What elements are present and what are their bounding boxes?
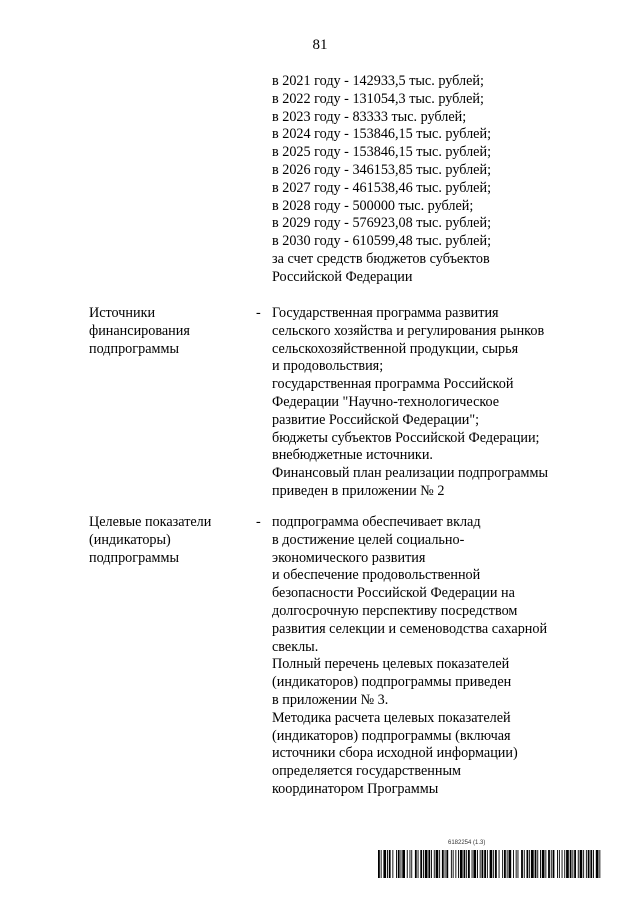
text-line: в 2027 году - 461538,46 тыс. рублей; <box>272 179 492 196</box>
text-line: в 2025 году - 153846,15 тыс. рублей; <box>272 144 492 161</box>
text-line: бюджеты субъектов Российской Федерации; <box>272 429 540 446</box>
text-line: в 2021 году - 142933,5 тыс. рублей; <box>272 73 484 89</box>
targets-text <box>272 514 547 799</box>
text-line: экономического развития <box>272 549 426 566</box>
text-line: свеклы. <box>272 638 319 655</box>
text-line: Целевые показатели <box>89 514 212 530</box>
text-line: (индикаторов) подпрограммы (включая <box>272 727 511 744</box>
text-line: определяется государственным <box>272 763 461 780</box>
text-line: (индикаторов) подпрограммы приведен <box>272 674 512 691</box>
sources-label <box>89 305 190 358</box>
sources-text <box>272 305 548 501</box>
text-line: в 2022 году - 131054,3 тыс. рублей; <box>272 90 484 107</box>
text-line: в 2029 году - 576923,08 тыс. рублей; <box>272 215 492 232</box>
text-line: сельскохозяйственной продукции, сырья <box>272 340 519 357</box>
text-line: в 2024 году - 153846,15 тыс. рублей; <box>272 126 492 143</box>
sources-dash: - <box>256 305 261 321</box>
text-line: финансирования <box>89 322 190 339</box>
text-line: координатором Программы <box>272 780 439 797</box>
text-line: развития селекции и семеноводства сахарной <box>272 620 548 637</box>
text-line: безопасности Российской Федерации на <box>272 585 515 602</box>
page-number: 81 <box>312 37 328 53</box>
text-line: Финансовый план реализации подпрограммы <box>272 465 549 482</box>
text-line: внебюджетные источники. <box>272 447 433 464</box>
text-line: приведен в приложении № 2 <box>272 482 445 499</box>
text-line: подпрограммы <box>89 549 179 566</box>
text-line: за счет средств бюджетов субъектов <box>272 250 490 267</box>
text-line: государственная программа Российской <box>272 376 514 393</box>
text-line: сельского хозяйства и регулирования рынков <box>272 322 545 339</box>
text-line: Методика расчета целевых показателей <box>272 709 511 726</box>
targets-label <box>89 514 211 567</box>
text-line: Государственная программа развития <box>272 305 499 321</box>
text-line: (индикаторы) <box>89 531 171 548</box>
text-line: в достижение целей социально- <box>272 531 465 548</box>
text-line: источники сбора исходной информации) <box>272 745 518 762</box>
text-line: Полный перечень целевых показателей <box>272 656 510 673</box>
text-line: и продовольствия; <box>272 358 384 375</box>
text-line: Федерации "Научно-технологическое <box>272 393 500 410</box>
text-line: в 2026 году - 346153,85 тыс. рублей; <box>272 161 492 178</box>
text-line: в 2023 году - 83333 тыс. рублей; <box>272 108 467 125</box>
text-line: подпрограммы <box>89 340 179 357</box>
text-line: развитие Российской Федерации"; <box>272 411 480 428</box>
targets-dash: - <box>256 514 261 530</box>
text-line: подпрограмма обеспечивает вклад <box>272 514 481 530</box>
text-line: и обеспечение продовольственной <box>272 567 481 584</box>
text-line: в 2030 году - 610599,48 тыс. рублей; <box>272 233 492 250</box>
document-code: 6182254 (1.3) <box>448 840 486 846</box>
text-line: Источники <box>89 305 156 321</box>
barcode <box>378 850 601 878</box>
text-line: Российской Федерации <box>272 268 413 285</box>
funding-by-year-list <box>272 73 491 287</box>
text-line: в приложении № 3. <box>272 691 389 708</box>
text-line: долгосрочную перспективу посредством <box>272 602 518 619</box>
text-line: в 2028 году - 500000 тыс. рублей; <box>272 197 474 214</box>
